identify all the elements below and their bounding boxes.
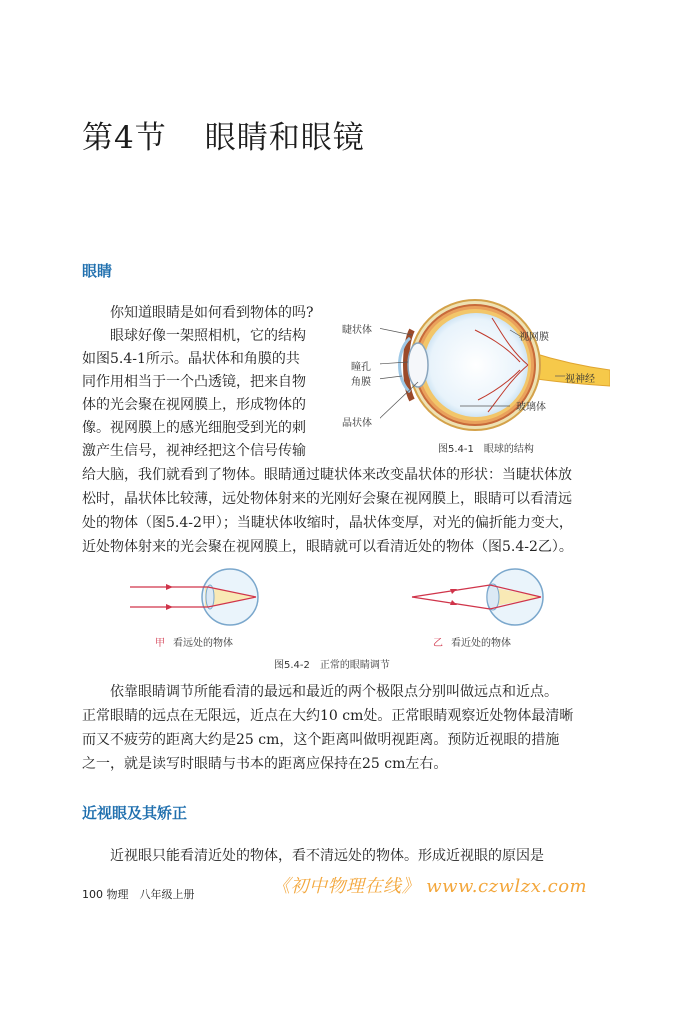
para1-line11: 近处物体射来的光会聚在视网膜上，眼睛就可以看清近处的物体（图5.4-2乙）。 — [82, 539, 573, 555]
para3-line1: 近视眼只能看清近处的物体，看不清远处的物体。形成近视眼的原因是 — [110, 848, 544, 864]
para2-line1: 依靠眼睛调节所能看清的最远和最近的两个极限点分别叫做远点和近点。 — [110, 684, 558, 700]
near-vision-diagram — [410, 565, 555, 631]
para2-line3: 而又不疲劳的距离大约是25 cm，这个距离叫做明视距离。预防近视眼的措施 — [82, 732, 560, 748]
label-optic-nerve: 视神经 — [565, 374, 595, 385]
page-footer — [82, 886, 195, 902]
label-vitreous: 玻璃体 — [516, 402, 546, 413]
para1-line2: 眼球好像一架照相机，它的结构 — [110, 328, 306, 344]
figure2-caption: 图5.4-2 正常的眼睛调节 — [274, 660, 390, 671]
watermark: 《初中物理在线》 www.czwlzx.com — [272, 876, 588, 897]
para1-line5: 体的光会聚在视网膜上，形成物体的 — [82, 397, 306, 413]
label-cornea: 角膜 — [351, 377, 371, 388]
eyeball-diagram — [380, 290, 610, 440]
para1-line6: 像。视网膜上的感光细胞受到光的刺 — [82, 420, 306, 436]
page-number: 100 — [82, 888, 103, 901]
para2-line2: 正常眼睛的远点在无限远，近点在大约10 cm处。正常眼睛观察近处物体最清晰 — [82, 708, 574, 724]
figure1-caption: 图5.4-1 眼球的结构 — [438, 444, 534, 455]
para1-line3: 如图5.4-1所示。晶状体和角膜的共 — [82, 351, 300, 367]
para2-line4: 之一，就是读写时眼睛与书本的距离应保持在25 cm左右。 — [82, 756, 448, 772]
section-number: 第4节 — [82, 120, 167, 156]
para1-line4: 同作用相当于一个凸透镜，把来自物 — [82, 374, 306, 390]
heading-myopia: 近视眼及其矫正 — [82, 804, 188, 822]
para1-line8: 给大脑，我们就看到了物体。眼睛通过睫状体来改变晶状体的形状：当睫状体放 — [82, 467, 572, 483]
label-lens: 晶状体 — [342, 418, 372, 429]
figure2-left-label: 甲 看远处的物体 — [155, 638, 233, 649]
book-title: 物理 八年级上册 — [106, 888, 195, 901]
section-title — [82, 112, 365, 157]
para1-line1: 你知道眼睛是如何看到物体的吗? — [110, 305, 314, 321]
heading-eye: 眼睛 — [82, 262, 113, 280]
far-vision-diagram — [130, 565, 270, 631]
section-name: 眼睛和眼镜 — [204, 120, 365, 156]
label-ciliary: 睫状体 — [342, 325, 372, 336]
figure2-right-label: 乙 看近处的物体 — [433, 638, 511, 649]
para1-line10: 处的物体（图5.4-2甲）；当睫状体收缩时，晶状体变厚，对光的偏折能力变大， — [82, 515, 573, 531]
para1-line9: 松时，晶状体比较薄，远处物体射来的光刚好会聚在视网膜上，眼睛可以看清远 — [82, 491, 572, 507]
label-retina: 视网膜 — [519, 332, 549, 343]
label-pupil: 瞳孔 — [351, 362, 371, 373]
para1-line7: 激产生信号，视神经把这个信号传输 — [82, 443, 306, 459]
